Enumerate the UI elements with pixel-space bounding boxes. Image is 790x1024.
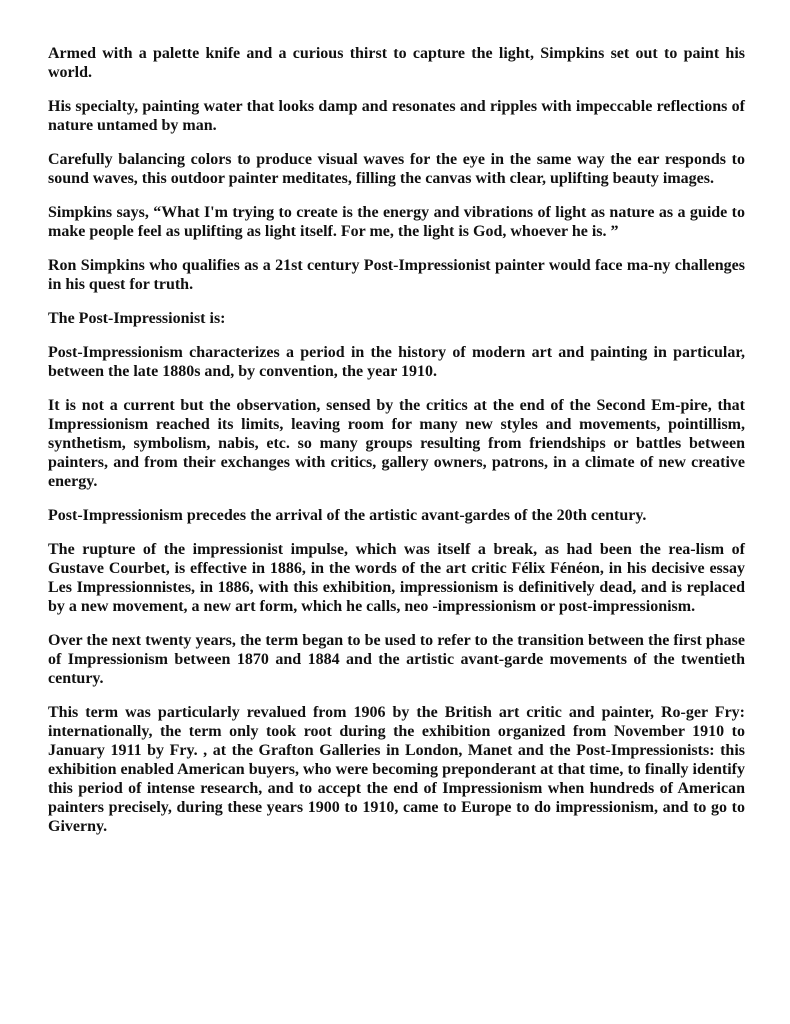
paragraph-precedes: Post-Impressionism precedes the arrival of the artistic avant-gardes of the 20th century.: [48, 507, 647, 524]
paragraph-twenty-years: Over the next twenty years, the term began to be used to refer to the transition between the first phase of Impressionism between 1870 and 1884 and the artistic avant-garde movements of the twentieth century.: [48, 632, 745, 687]
paragraph-ron-simpkins: Ron Simpkins who qualifies as a 21st century Post-Impressionist painter would face ma-ny challenges in his quest for truth.: [48, 257, 745, 293]
paragraph-rupture: The rupture of the impressionist impulse, which was itself a break, as had been the rea-lism of Gustave Courbet, is effective in 1886, in the words of the art critic Félix Fénéon, in his decisive essay Les Impressionnistes, in 1886, with this exhibition, impressionism is definitively dead, and is replaced by a new movement, a new art form, which he calls, neo -impressionism or post-impressionism.: [48, 541, 745, 615]
paragraph-quote: Simpkins says, “What I'm trying to create is the energy and vibrations of light as nature as a guide to make people feel as uplifting as light itself. For me, the light is God, whoever he is. ”: [48, 204, 745, 240]
paragraph-colors: Carefully balancing colors to produce visual waves for the eye in the same way the ear responds to sound waves, this outdoor painter meditates, filling the canvas with clear, uplifting beauty images.: [48, 151, 745, 187]
section-heading: The Post-Impressionist is:: [48, 310, 226, 327]
paragraph-intro: Armed with a palette knife and a curious thirst to capture the light, Simpkins set out to paint his world.: [48, 45, 745, 81]
paragraph-definition: Post-Impressionism characterizes a period in the history of modern art and painting in particular, between the late 1880s and, by convention, the year 1910.: [48, 344, 745, 380]
article-body: [48, 44, 745, 851]
paragraph-specialty: His specialty, painting water that looks damp and resonates and ripples with impeccable reflections of nature untamed by man.: [48, 98, 745, 134]
paragraph-roger-fry: This term was particularly revalued from 1906 by the British art critic and painter, Ro-ger Fry: internationally, the term only took root during the exhibition organized from November 1910 to January 1911 by Fry. , at the Grafton Galleries in London, Manet and the Post-Impressionists: this exhibition enabled American buyers, who were becoming preponderant at that time, to finally identify this period of intense research, and to accept the end of Impressionism when hundreds of American painters precisely, during these years 1900 to 1910, came to Europe to do impressionism, and to go to Giverny.: [48, 704, 745, 835]
paragraph-not-a-current: It is not a current but the observation, sensed by the critics at the end of the Second Em-pire, that Impressionism reached its limits, leaving room for many new styles and movements, pointillism, synthetism, symbolism, nabis, etc. so many groups resulting from friendships or battles between painters, and from their exchanges with critics, gallery owners, patrons, in a climate of new creative energy.: [48, 397, 745, 490]
